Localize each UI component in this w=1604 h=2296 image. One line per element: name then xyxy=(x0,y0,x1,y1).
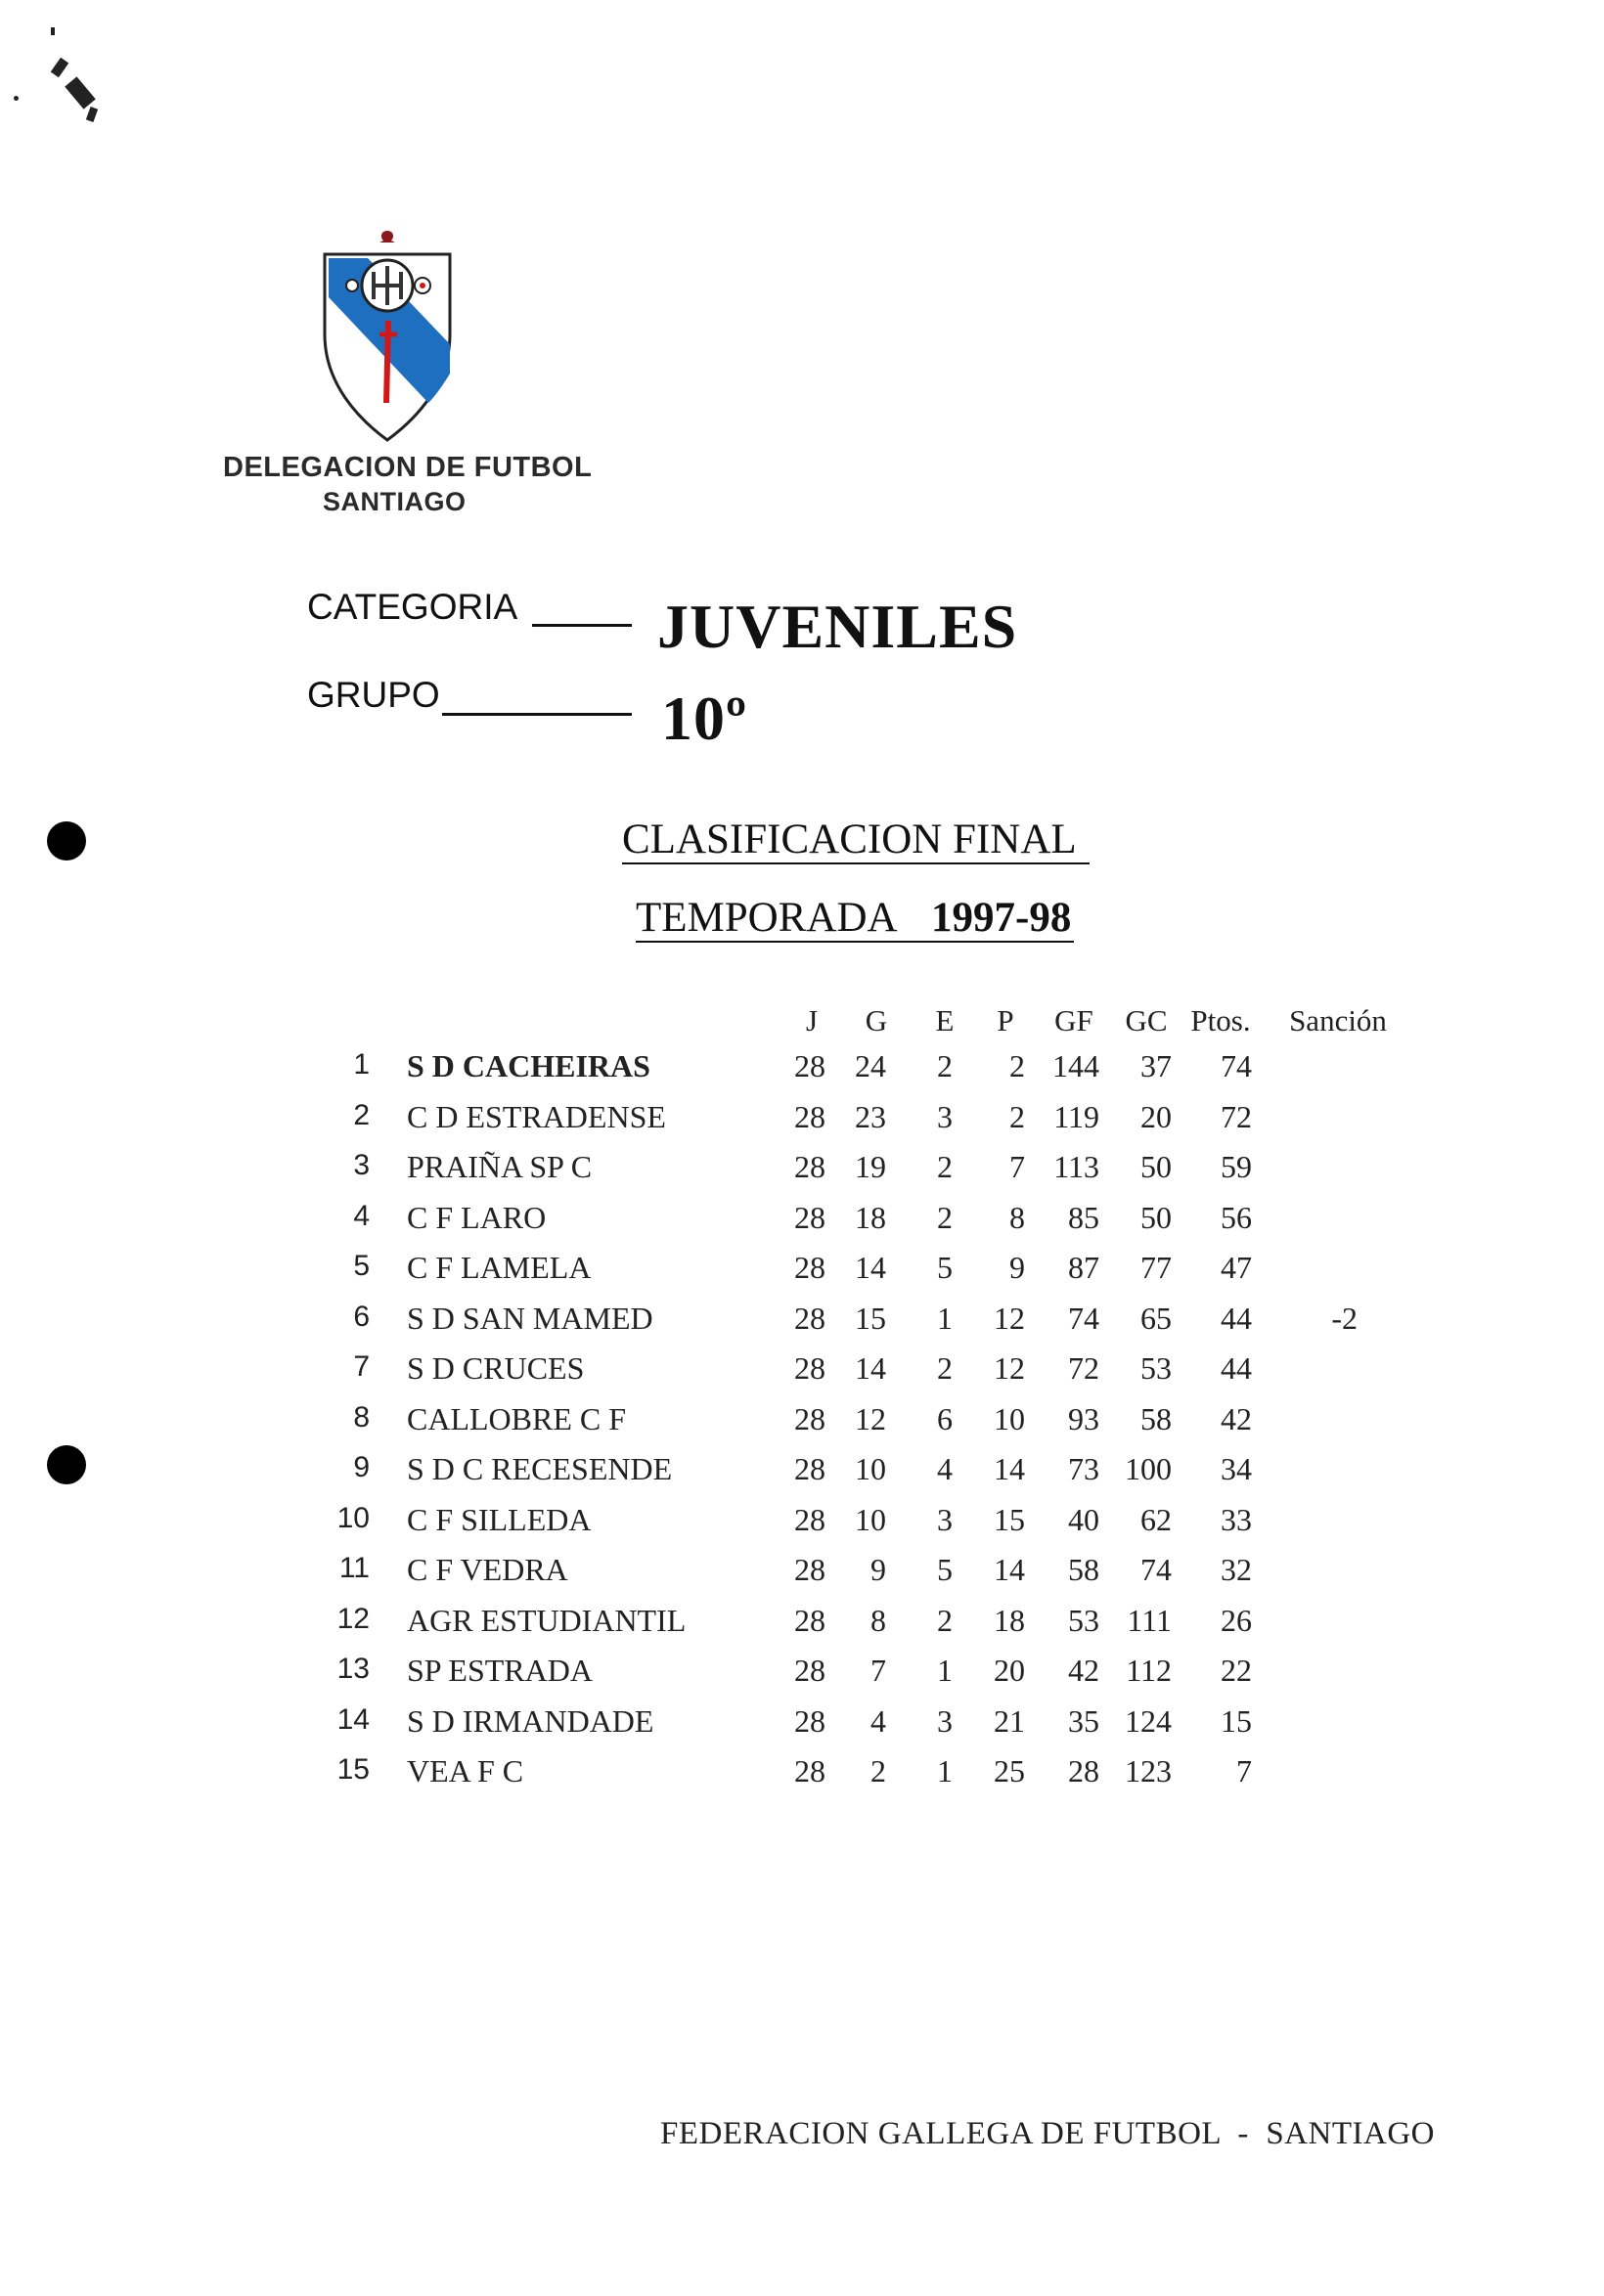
row-cell-pts: 32 xyxy=(1221,1552,1252,1587)
row-cell-p: 10 xyxy=(994,1400,1025,1436)
row-cell-gc: 53 xyxy=(1140,1350,1172,1386)
row-cell-g: 9 xyxy=(870,1552,886,1587)
table-row xyxy=(0,1048,1604,1097)
row-cell-gc: 20 xyxy=(1140,1098,1172,1134)
row-position: 11 xyxy=(338,1552,370,1584)
row-cell-gc: 74 xyxy=(1140,1552,1172,1587)
federation-crest-logo xyxy=(319,227,456,444)
col-header-gc: GC xyxy=(1125,1003,1168,1038)
col-header-gf: GF xyxy=(1054,1003,1093,1038)
row-cell-gc: 65 xyxy=(1140,1300,1172,1336)
row-cell-gc: 123 xyxy=(1125,1753,1172,1788)
category-value: JUVENILES xyxy=(657,592,1018,661)
row-cell-j: 28 xyxy=(794,1753,825,1788)
row-cell-e: 6 xyxy=(937,1400,953,1436)
row-cell-gf: 87 xyxy=(1068,1250,1099,1285)
row-team-name: SP ESTRADA xyxy=(407,1653,593,1688)
footer-text: FEDERACION GALLEGA DE FUTBOL - SANTIAGO xyxy=(660,2116,1435,2151)
row-cell-g: 14 xyxy=(855,1350,886,1386)
row-cell-j: 28 xyxy=(794,1250,825,1285)
row-cell-j: 28 xyxy=(794,1048,825,1083)
row-cell-pts: 44 xyxy=(1221,1350,1252,1386)
row-team-name: AGR ESTUDIANTIL xyxy=(407,1602,687,1638)
row-team-name: S D C RECESENDE xyxy=(407,1451,673,1486)
row-cell-gc: 100 xyxy=(1125,1451,1172,1486)
group-underline xyxy=(442,713,632,716)
row-cell-j: 28 xyxy=(794,1300,825,1336)
row-position: 14 xyxy=(336,1702,370,1736)
row-cell-e: 4 xyxy=(937,1451,953,1486)
row-cell-pts: 47 xyxy=(1221,1250,1252,1285)
table-row xyxy=(0,1401,1604,1450)
row-team-name: C F LARO xyxy=(407,1199,547,1235)
row-cell-j: 28 xyxy=(794,1451,825,1486)
row-team-name: PRAIÑA SP C xyxy=(407,1149,593,1184)
row-team-name: C F SILLEDA xyxy=(407,1501,592,1537)
row-team-name: S D CRUCES xyxy=(407,1350,585,1386)
row-cell-e: 2 xyxy=(937,1048,953,1083)
row-cell-p: 20 xyxy=(994,1653,1025,1688)
row-cell-e: 1 xyxy=(937,1753,953,1788)
row-cell-g: 10 xyxy=(855,1501,886,1537)
row-cell-p: 8 xyxy=(1009,1199,1025,1235)
row-cell-g: 23 xyxy=(855,1098,886,1134)
row-cell-g: 19 xyxy=(855,1149,886,1184)
table-row xyxy=(0,1099,1604,1148)
row-cell-j: 28 xyxy=(794,1602,825,1638)
row-cell-pts: 26 xyxy=(1221,1602,1252,1638)
table-row xyxy=(0,1451,1604,1500)
row-team-name: S D IRMANDADE xyxy=(407,1702,654,1739)
punch-hole xyxy=(47,821,86,861)
row-cell-e: 1 xyxy=(937,1300,953,1336)
row-team-name: C D ESTRADENSE xyxy=(407,1098,666,1134)
row-cell-pts: 15 xyxy=(1221,1702,1252,1739)
row-cell-gf: 74 xyxy=(1068,1300,1099,1336)
col-header-g: G xyxy=(865,1003,888,1038)
row-cell-j: 28 xyxy=(794,1501,825,1537)
row-cell-j: 28 xyxy=(794,1702,825,1739)
row-position: 5 xyxy=(353,1250,370,1282)
row-position: 8 xyxy=(353,1400,370,1434)
table-row xyxy=(0,1703,1604,1752)
table-row xyxy=(0,1200,1604,1249)
row-cell-g: 12 xyxy=(855,1400,886,1436)
row-cell-e: 3 xyxy=(937,1702,953,1739)
row-position: 3 xyxy=(353,1149,370,1181)
row-team-name: CALLOBRE C F xyxy=(407,1400,627,1436)
classification-title: CLASIFICACION FINAL xyxy=(622,817,1077,862)
row-cell-gf: 28 xyxy=(1068,1753,1099,1788)
scan-speck xyxy=(65,76,96,109)
org-city: SANTIAGO xyxy=(323,487,467,516)
group-value: 10º xyxy=(661,684,748,753)
row-cell-j: 28 xyxy=(794,1199,825,1235)
row-cell-p: 7 xyxy=(1009,1149,1025,1184)
season-value: 1997-98 xyxy=(931,895,1072,941)
row-cell-gf: 73 xyxy=(1068,1451,1099,1486)
row-cell-p: 18 xyxy=(994,1602,1025,1638)
row-cell-p: 12 xyxy=(994,1300,1025,1336)
row-cell-gc: 124 xyxy=(1125,1702,1172,1739)
category-label: CATEGORIA xyxy=(307,587,518,627)
row-cell-e: 5 xyxy=(937,1250,953,1285)
row-cell-e: 2 xyxy=(937,1602,953,1638)
classification-title-underline xyxy=(622,862,1090,864)
row-cell-e: 2 xyxy=(937,1199,953,1235)
col-header-ptos: Ptos. xyxy=(1190,1003,1251,1038)
row-cell-gf: 119 xyxy=(1053,1098,1099,1134)
row-cell-gc: 111 xyxy=(1127,1602,1172,1638)
row-cell-pts: 72 xyxy=(1221,1098,1252,1134)
row-team-name: C F VEDRA xyxy=(407,1552,568,1587)
row-cell-gc: 50 xyxy=(1140,1199,1172,1235)
table-row xyxy=(0,1653,1604,1701)
row-cell-j: 28 xyxy=(794,1098,825,1134)
col-header-e: E xyxy=(935,1003,955,1038)
row-cell-gf: 40 xyxy=(1068,1501,1099,1537)
row-cell-pts: 74 xyxy=(1221,1048,1252,1083)
row-cell-e: 2 xyxy=(937,1149,953,1184)
row-cell-gc: 58 xyxy=(1140,1400,1172,1436)
row-cell-p: 25 xyxy=(994,1753,1025,1788)
table-row xyxy=(0,1149,1604,1198)
row-team-name: C F LAMELA xyxy=(407,1250,592,1285)
col-header-j: J xyxy=(805,1003,819,1038)
row-position: 10 xyxy=(336,1501,370,1534)
row-cell-p: 21 xyxy=(994,1702,1025,1739)
table-row xyxy=(0,1502,1604,1551)
col-header-p: P xyxy=(997,1003,1014,1038)
table-row xyxy=(0,1301,1604,1349)
row-team-name: VEA F C xyxy=(407,1753,524,1788)
season-underline xyxy=(636,941,1074,943)
row-position: 6 xyxy=(353,1300,370,1333)
row-cell-pts: 44 xyxy=(1221,1300,1252,1336)
row-cell-pts: 56 xyxy=(1221,1199,1252,1235)
row-cell-gf: 58 xyxy=(1068,1552,1099,1587)
row-position: 9 xyxy=(353,1451,370,1483)
row-cell-g: 24 xyxy=(855,1048,886,1083)
row-cell-gf: 42 xyxy=(1068,1653,1099,1688)
row-cell-gf: 144 xyxy=(1052,1048,1099,1083)
scan-speck xyxy=(86,107,98,122)
row-cell-j: 28 xyxy=(794,1400,825,1436)
row-cell-e: 2 xyxy=(937,1350,953,1386)
row-cell-g: 18 xyxy=(855,1199,886,1235)
row-cell-pts: 42 xyxy=(1221,1400,1252,1436)
row-cell-j: 28 xyxy=(794,1350,825,1386)
row-cell-e: 3 xyxy=(937,1098,953,1134)
row-cell-e: 1 xyxy=(937,1653,953,1688)
col-header-sancion: Sanción xyxy=(1289,1003,1387,1038)
row-position: 1 xyxy=(353,1048,370,1081)
table-row xyxy=(0,1350,1604,1399)
row-position: 13 xyxy=(336,1653,370,1685)
org-name: DELEGACION DE FUTBOL xyxy=(223,452,593,483)
row-cell-pts: 34 xyxy=(1221,1451,1252,1486)
row-cell-gf: 72 xyxy=(1068,1350,1099,1386)
row-cell-g: 7 xyxy=(870,1653,886,1688)
category-underline xyxy=(532,624,632,627)
row-cell-e: 3 xyxy=(937,1501,953,1537)
scan-speck xyxy=(51,58,69,77)
row-cell-g: 2 xyxy=(870,1753,886,1788)
row-cell-g: 14 xyxy=(855,1250,886,1285)
row-cell-gc: 50 xyxy=(1140,1149,1172,1184)
table-row xyxy=(0,1753,1604,1802)
row-cell-g: 15 xyxy=(855,1300,886,1336)
row-cell-pts: 33 xyxy=(1221,1501,1252,1537)
row-cell-p: 14 xyxy=(994,1552,1025,1587)
row-cell-sancion: -2 xyxy=(1331,1300,1358,1336)
row-position: 15 xyxy=(336,1753,370,1786)
row-cell-gf: 53 xyxy=(1068,1602,1099,1638)
row-cell-gf: 113 xyxy=(1053,1149,1099,1184)
row-cell-p: 2 xyxy=(1009,1048,1025,1083)
group-label: GRUPO xyxy=(307,675,440,715)
row-cell-p: 14 xyxy=(994,1451,1025,1486)
row-cell-p: 12 xyxy=(994,1350,1025,1386)
row-cell-p: 2 xyxy=(1009,1098,1025,1134)
row-cell-gf: 93 xyxy=(1068,1400,1099,1436)
row-cell-e: 5 xyxy=(937,1552,953,1587)
row-cell-g: 8 xyxy=(870,1602,886,1638)
row-cell-p: 15 xyxy=(994,1501,1025,1537)
row-cell-gf: 35 xyxy=(1068,1702,1099,1739)
row-cell-j: 28 xyxy=(794,1552,825,1587)
table-row xyxy=(0,1552,1604,1601)
row-cell-gc: 62 xyxy=(1140,1501,1172,1537)
row-cell-j: 28 xyxy=(794,1653,825,1688)
row-cell-pts: 7 xyxy=(1236,1753,1252,1788)
row-team-name: S D CACHEIRAS xyxy=(407,1048,650,1083)
row-position: 12 xyxy=(336,1602,370,1635)
row-cell-g: 4 xyxy=(870,1702,886,1739)
row-cell-pts: 59 xyxy=(1221,1149,1252,1184)
row-team-name: S D SAN MAMED xyxy=(407,1300,653,1336)
season-label: TEMPORADA xyxy=(636,895,898,941)
row-cell-gc: 77 xyxy=(1140,1250,1172,1285)
scan-speck xyxy=(51,27,55,35)
row-cell-j: 28 xyxy=(794,1149,825,1184)
row-cell-g: 10 xyxy=(855,1451,886,1486)
row-position: 7 xyxy=(353,1350,370,1383)
scan-speck xyxy=(14,96,19,101)
table-row xyxy=(0,1603,1604,1652)
row-position: 4 xyxy=(353,1199,370,1232)
row-position: 2 xyxy=(353,1098,370,1131)
row-cell-gc: 37 xyxy=(1140,1048,1172,1083)
row-cell-pts: 22 xyxy=(1221,1653,1252,1688)
row-cell-gc: 112 xyxy=(1126,1653,1172,1688)
table-row xyxy=(0,1250,1604,1299)
row-cell-gf: 85 xyxy=(1068,1199,1099,1235)
row-cell-p: 9 xyxy=(1009,1250,1025,1285)
